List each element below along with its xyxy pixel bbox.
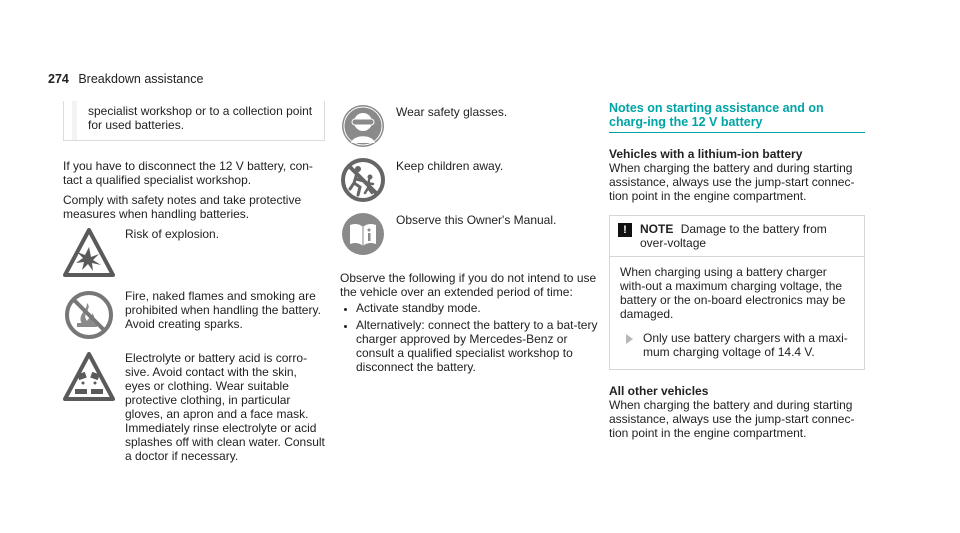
- no-fire-text: Fire, naked flames and smoking are prohibited when handling the battery. Avoid creating sparks.: [125, 289, 321, 331]
- explosion-warning-icon: [63, 227, 115, 279]
- owners-manual-item: [340, 211, 598, 257]
- note-body: [610, 257, 864, 369]
- safety-paragraph: Comply with safety notes and take protective measures when handling batteries.: [63, 193, 302, 221]
- arrow-right-icon: [626, 334, 633, 344]
- no-fire-smoking-icon: [63, 289, 115, 341]
- note-box: [609, 215, 865, 370]
- keep-children-away-icon: [340, 157, 386, 203]
- safety-glasses-text: Wear safety glasses.: [396, 105, 508, 119]
- corrosive-warning-icon: [63, 351, 115, 403]
- page-header: [48, 72, 203, 86]
- owners-manual-text: Observe this Owner's Manual.: [396, 213, 557, 227]
- list-item: • Activate standby mode.: [356, 301, 598, 315]
- column-right: [609, 101, 865, 440]
- list-item: • Alternatively: connect the battery to a bat-tery charger approved by Mercedes-Benz or consult a qualified specialist workshop to disconnect the battery.: [356, 318, 598, 374]
- owners-manual-icon: [340, 211, 386, 257]
- page-header-title: Breakdown assistance: [78, 72, 204, 86]
- note-action: [620, 331, 854, 359]
- explosion-text: Risk of explosion.: [125, 227, 220, 241]
- safety-glasses-item: [340, 103, 598, 149]
- continued-note-box: [63, 101, 325, 141]
- page-number: 274: [48, 72, 69, 86]
- note-action-text: Only use battery chargers with a maxi-mum charging voltage of 14.4 V.: [643, 331, 848, 359]
- explosion-item: [63, 227, 325, 279]
- note-label: NOTE: [640, 222, 674, 236]
- column-middle: [340, 103, 598, 377]
- corrosive-text: Electrolyte or battery acid is corro-sive. Avoid contact with the skin, eyes or clothing. Wear suitable protective clothing, in particular gloves, an apron and a face mask. Immediately rinse electrolyte or acid splashes off with clean water. Consult a doctor if necessary.: [125, 351, 325, 463]
- lithium-ion-heading: Vehicles with a lithium-ion battery: [609, 147, 803, 161]
- lithium-ion-text: When charging the battery and during starting assistance, always use the jump-start connec-tion point in the engine compartment.: [609, 161, 855, 203]
- continued-text: specialist workshop or to a collection point for used batteries.: [88, 104, 313, 132]
- warning-icon: !: [618, 223, 632, 237]
- note-body-text: When charging using a battery charger with-out a maximum charging voltage, the battery or the on-board electronics may be damaged.: [620, 265, 846, 321]
- section-title: Notes on starting assistance and on charg-ing the 12 V battery: [609, 101, 865, 133]
- other-vehicles-text: When charging the battery and during starting assistance, always use the jump-start connec-tion point in the engine compartment.: [609, 398, 855, 440]
- column-left: [63, 101, 325, 463]
- note-heading: Damage to the battery from over-voltage: [640, 222, 827, 250]
- other-vehicles-heading: All other vehicles: [609, 384, 709, 398]
- note-header: [610, 216, 864, 257]
- disconnect-paragraph: If you have to disconnect the 12 V battery, con-tact a qualified specialist workshop.: [63, 159, 313, 187]
- safety-glasses-icon: [340, 103, 386, 149]
- standby-list: [340, 301, 598, 374]
- standby-paragraph: Observe the following if you do not intend to use the vehicle over an extended period of time:: [340, 271, 597, 299]
- corrosive-item: [63, 351, 325, 463]
- no-fire-item: [63, 289, 325, 341]
- keep-children-item: [340, 157, 598, 203]
- keep-children-text: Keep children away.: [396, 159, 504, 173]
